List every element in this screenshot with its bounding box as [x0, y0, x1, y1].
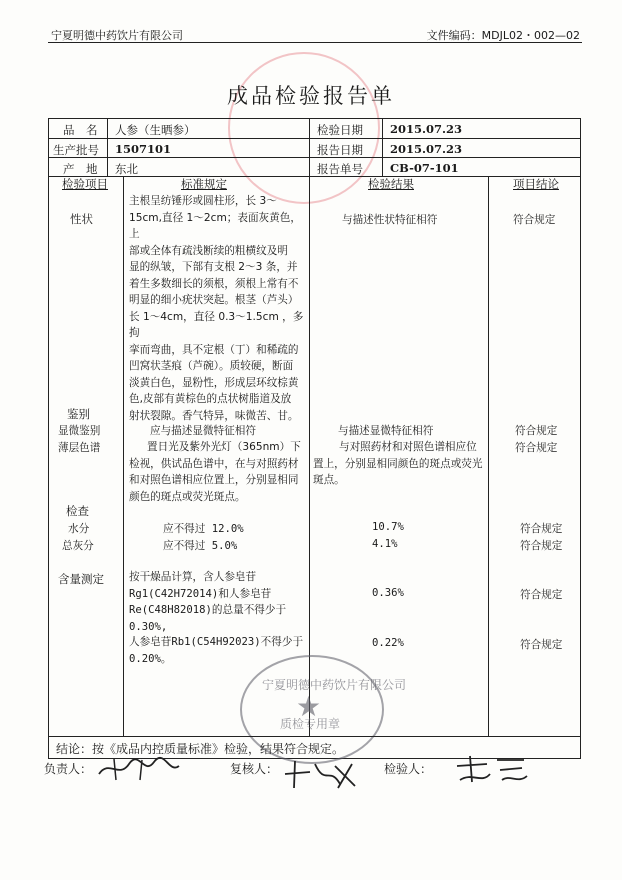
- traits-conclusion: 符合规定: [513, 214, 556, 226]
- identify-conclusion-2: 符合规定: [515, 442, 558, 454]
- info-row-name: [49, 119, 580, 139]
- identify-result-2: 与对照药材和对照色谱相应位 置上，分别显相同颜色的斑点或荧光 斑点。: [313, 441, 483, 486]
- col-divider-2: [309, 176, 310, 736]
- responsible-label: 负责人：: [44, 762, 93, 776]
- company-name: 宁夏明德中药饮片有限公司: [51, 29, 183, 42]
- check-conclusion-2: 符合规定: [520, 540, 563, 552]
- date-label: 检验日期: [317, 123, 363, 137]
- col-header-item: 检验项目: [62, 177, 108, 191]
- col-header-conclusion: 项目结论: [513, 177, 559, 191]
- col-divider-1: [123, 176, 124, 736]
- traits-standard: 主根呈纺锤形或圆柱形，长 3～ 15cm,直径 1～2cm；表面灰黄色，上 部或全体有疏浅断续的粗横纹及明 显的纵皱，下部有支根 2～3 条，并 着生多数细长的须根，须根上常有不 明显的细小疣状突起。根茎（芦头） 长 1～4cm，直径 0.3～1.5cm ，多拘 挛而弯曲，具不定根（丁）和稀疏的 凹窝状茎痕（芦碗）。质较硬，断面 淡黄白色，显粉性，形成层环纹棕黄 色,皮部有黄棕色的点状树脂道及放 射状裂隙。香气特异，味微苦、甘。: [129, 195, 304, 422]
- assay-result-1: 0.36%: [372, 587, 404, 599]
- check-result-2: 4.1%: [372, 538, 398, 550]
- star-icon: ★: [296, 690, 322, 723]
- seal-dept-text: 质检专用章: [280, 717, 341, 731]
- col-header-result: 检验结果: [368, 177, 414, 191]
- report-date-label: 报告日期: [317, 143, 363, 157]
- conclusion-text: 结论：按《成品内控质量标准》检验，结果符合规定。: [56, 742, 345, 756]
- assay-standard-1: 按干燥品计算，含人参皂苷 Rg1(C42H72014)和人参皂苷 Re(C48H82018)的总量不得少于 0.30%,: [129, 571, 287, 633]
- report-date-value: 2015.07.23: [390, 142, 463, 156]
- identify-conclusion-1: 符合规定: [515, 425, 558, 437]
- header-divider: [48, 42, 582, 43]
- info-row-origin: [49, 158, 580, 177]
- origin-value: 东北: [115, 162, 138, 176]
- responsible-signature: [94, 754, 184, 784]
- assay-result-2: 0.22%: [372, 637, 404, 649]
- name-value: 人参（生晒参）: [115, 123, 196, 137]
- assay-standard-2: 人参皂苷Rb1(C54H92023)不得少于 0.20%。: [129, 636, 304, 665]
- name-label: 品 名: [63, 123, 98, 137]
- check-sub-moisture: 水分: [68, 523, 90, 535]
- reviewer-signature: [280, 756, 360, 792]
- report-no-value: CB-07-101: [390, 161, 459, 175]
- check-standard-2: 应不得过 5.0%: [163, 540, 238, 552]
- check-label: 检查: [66, 504, 89, 518]
- batch-value: 1507101: [115, 142, 172, 156]
- conclusion-divider: [48, 736, 581, 737]
- col-divider-3: [488, 176, 489, 736]
- identify-standard-2: 置日光及紫外光灯（365nm）下 检视，供试品色谱中，在与对照药材 和对照色谱相应位置上，分别显相同 颜色的斑点或荧光斑点。: [129, 441, 301, 503]
- inspector-signature: [452, 754, 532, 786]
- assay-conclusion-2: 符合规定: [520, 639, 563, 651]
- inspector-label: 检验人：: [384, 762, 433, 776]
- col-header-standard: 标准规定: [181, 177, 227, 191]
- traits-result: 与描述性状特征相符: [342, 214, 438, 226]
- seal-company-text: 宁夏明德中药饮片有限公司: [262, 678, 407, 692]
- identify-standard-1: 应与描述显微特征相符: [150, 425, 256, 437]
- origin-label: 产 地: [63, 162, 98, 176]
- date-value: 2015.07.23: [390, 122, 463, 136]
- file-number: 文件编码：MDJL02・002—02: [426, 29, 580, 42]
- assay-conclusion-1: 符合规定: [520, 589, 563, 601]
- reviewer-label: 复核人：: [230, 762, 279, 776]
- identify-label: 鉴别: [67, 407, 90, 421]
- report-no-label: 报告单号: [317, 162, 363, 176]
- batch-label: 生产批号: [53, 143, 99, 157]
- identify-sub-microscopic: 显微鉴别: [58, 425, 101, 437]
- check-standard-1: 应不得过 12.0%: [163, 523, 244, 535]
- info-row-batch: [49, 139, 580, 158]
- report-title: 成品检验报告单: [227, 84, 395, 108]
- identify-result-1: 与描述显微特征相符: [338, 425, 434, 437]
- check-result-1: 10.7%: [372, 521, 404, 533]
- check-conclusion-1: 符合规定: [520, 523, 563, 535]
- assay-label: 含量测定: [58, 572, 104, 586]
- traits-label: 性状: [70, 212, 93, 226]
- identify-sub-tlc: 薄层色谱: [58, 442, 101, 454]
- check-sub-ash: 总灰分: [62, 540, 94, 552]
